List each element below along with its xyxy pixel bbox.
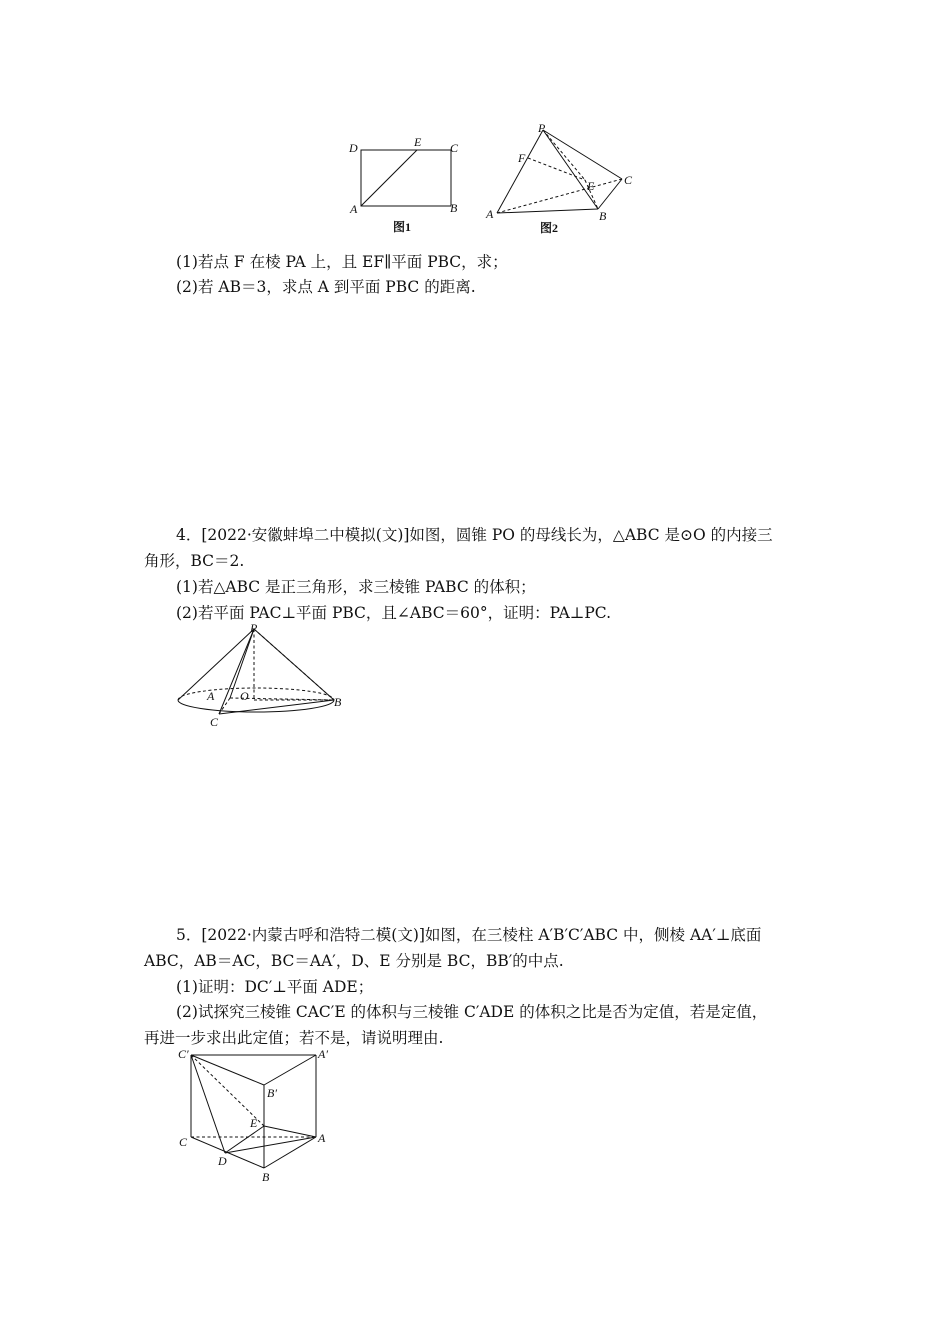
label-c: C bbox=[210, 715, 219, 729]
label-b: B bbox=[450, 201, 458, 215]
problem-5-part-3: 再进一步求出此定值；若不是，请说明理由. bbox=[144, 1029, 444, 1047]
hidden-edge-ac bbox=[497, 179, 622, 213]
figure-prism bbox=[170, 1040, 345, 1190]
label-a: A bbox=[350, 202, 358, 216]
label-e: E bbox=[587, 179, 595, 193]
hidden-segment-fe bbox=[528, 158, 585, 180]
problem-4-stem-line-1: 4．[2022·安徽蚌埠二中模拟(文)]如图，圆锥 PO 的母线长为，△ABC 是⊙O 的内接三 bbox=[176, 526, 773, 544]
label-e: E bbox=[414, 135, 422, 149]
problem-5-stem-line-1: 5．[2022·内蒙古呼和浩特二模(文)]如图，在三棱柱 A′B′C′ABC 中，侧棱 AA′⊥底面 bbox=[176, 926, 762, 944]
segment-ae bbox=[361, 150, 417, 206]
label-c: C bbox=[179, 1135, 188, 1149]
label-p: P bbox=[250, 621, 258, 635]
base-back-arc bbox=[178, 688, 334, 700]
label-d: D bbox=[349, 141, 358, 155]
problem-3-part-1: (1)若点 F 在棱 PA 上，且 EF∥平面 PBC，求； bbox=[176, 253, 508, 271]
edge-pa bbox=[497, 130, 543, 213]
problem-5-part-2: (2)试探究三棱锥 CAC′E 的体积与三棱锥 C′ADE 的体积之比是否为定值，若是定值， bbox=[176, 1003, 768, 1021]
problem-4-part-1: (1)若△ABC 是正三角形，求三棱锥 PABC 的体积； bbox=[176, 578, 536, 596]
edge-pa bbox=[230, 629, 254, 698]
segment-c1d bbox=[191, 1055, 225, 1153]
figure-1-rectangle bbox=[340, 130, 470, 240]
edge-c1b1 bbox=[191, 1055, 264, 1085]
base-front-arc bbox=[178, 700, 334, 712]
label-a: A bbox=[318, 1131, 326, 1145]
label-b-prime: B′ bbox=[267, 1086, 277, 1100]
edge-bc bbox=[598, 179, 622, 209]
problem-3-part-2: (2)若 AB＝3，求点 A 到平面 PBC 的距离. bbox=[176, 278, 476, 296]
edge-ab bbox=[497, 209, 598, 213]
figure-2-caption: 图2 bbox=[540, 221, 559, 235]
edge-b1a1 bbox=[264, 1055, 316, 1085]
rectangle-abcd bbox=[361, 150, 451, 206]
problem-5-part-1: (1)证明：DC′⊥平面 ADE； bbox=[176, 978, 374, 996]
label-c: C bbox=[450, 141, 459, 155]
label-c-prime: C′ bbox=[178, 1047, 189, 1061]
label-a: A bbox=[207, 689, 215, 703]
segment-de bbox=[225, 1126, 264, 1153]
hidden-segment-pe bbox=[543, 130, 585, 180]
edge-pb bbox=[543, 130, 598, 209]
figure-1-caption: 图1 bbox=[393, 220, 412, 234]
label-b: B bbox=[599, 209, 607, 223]
label-d: D bbox=[218, 1154, 227, 1168]
segment-ea bbox=[264, 1126, 316, 1137]
edge-pc bbox=[219, 629, 254, 714]
problem-4-part-2: (2)若平面 PAC⊥平面 PBC，且∠ABC＝60°，证明：PA⊥PC. bbox=[176, 604, 612, 622]
problem-4-stem-line-2: 角形，BC＝2. bbox=[144, 552, 245, 570]
label-o: O bbox=[240, 689, 249, 703]
label-c: C bbox=[624, 173, 633, 187]
label-a-prime: A′ bbox=[318, 1047, 328, 1061]
figure-2-pyramid bbox=[480, 120, 640, 240]
label-b: B bbox=[262, 1170, 270, 1184]
label-f: F bbox=[518, 151, 526, 165]
label-p: P bbox=[538, 121, 546, 135]
problem-5-stem-line-2: ABC，AB＝AC，BC＝AA′，D、E 分别是 BC，BB′的中点. bbox=[144, 952, 564, 970]
label-e: E bbox=[250, 1116, 258, 1130]
label-a: A bbox=[486, 207, 494, 221]
figure-cone bbox=[170, 620, 350, 735]
label-b: B bbox=[334, 695, 342, 709]
edge-pc bbox=[543, 130, 622, 179]
